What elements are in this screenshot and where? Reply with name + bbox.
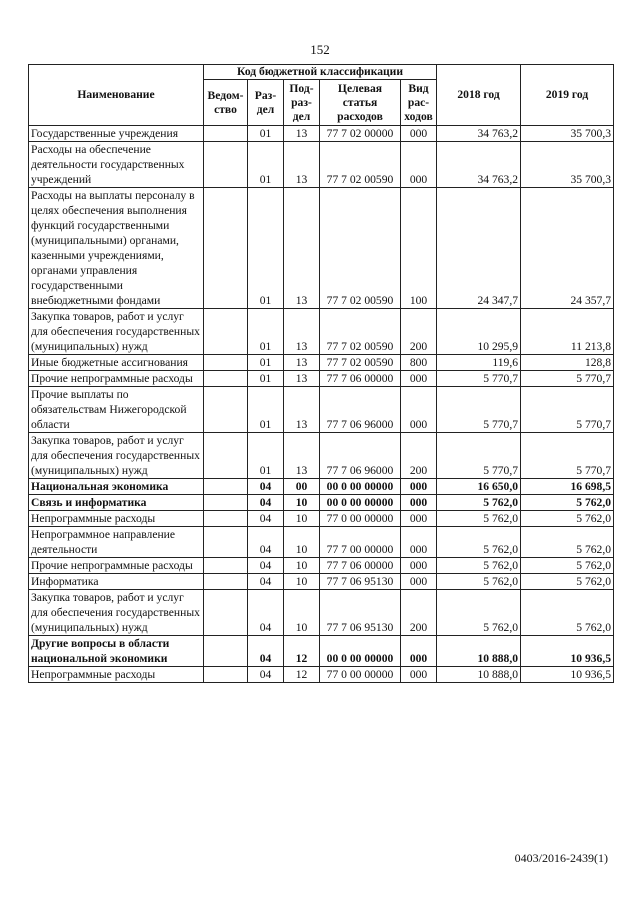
cell-target: 77 7 06 00000 <box>320 558 401 574</box>
cell-target: 77 7 06 95130 <box>320 574 401 590</box>
cell-name: Иные бюджетные ассигнования <box>29 355 204 371</box>
cell-vedomstvo <box>204 433 248 479</box>
cell-vedomstvo <box>204 309 248 355</box>
cell-vedomstvo <box>204 636 248 667</box>
cell-podrazdel: 00 <box>284 479 320 495</box>
cell-razdel: 04 <box>248 636 284 667</box>
cell-razdel: 01 <box>248 188 284 309</box>
cell-target: 00 0 00 00000 <box>320 479 401 495</box>
cell-vid: 000 <box>401 371 437 387</box>
cell-name: Информатика <box>29 574 204 590</box>
cell-target: 77 7 02 00000 <box>320 126 401 142</box>
cell-razdel: 01 <box>248 433 284 479</box>
cell-razdel: 01 <box>248 142 284 188</box>
cell-vedomstvo <box>204 387 248 433</box>
cell-2018: 34 763,2 <box>437 142 521 188</box>
cell-target: 00 0 00 00000 <box>320 495 401 511</box>
cell-podrazdel: 10 <box>284 574 320 590</box>
cell-2019: 11 213,8 <box>521 309 614 355</box>
cell-razdel: 04 <box>248 495 284 511</box>
cell-razdel: 04 <box>248 667 284 683</box>
cell-vid: 000 <box>401 527 437 558</box>
page-number: 152 <box>310 42 330 57</box>
cell-2018: 5 762,0 <box>437 527 521 558</box>
cell-podrazdel: 12 <box>284 636 320 667</box>
cell-podrazdel: 10 <box>284 511 320 527</box>
cell-vid: 800 <box>401 355 437 371</box>
header-razdel: Раз-дел <box>248 80 284 126</box>
cell-2019: 5 770,7 <box>521 387 614 433</box>
cell-vedomstvo <box>204 558 248 574</box>
cell-vedomstvo <box>204 574 248 590</box>
table-row <box>29 495 614 511</box>
cell-name: Государственные учреждения <box>29 126 204 142</box>
cell-vid: 000 <box>401 667 437 683</box>
table-row <box>29 636 614 667</box>
header-vid: Вид рас-ходов <box>401 80 437 126</box>
cell-name: Прочие непрограммные расходы <box>29 558 204 574</box>
cell-vid: 200 <box>401 590 437 636</box>
cell-vid: 000 <box>401 558 437 574</box>
cell-2018: 5 762,0 <box>437 495 521 511</box>
cell-podrazdel: 13 <box>284 355 320 371</box>
cell-name: Непрограммные расходы <box>29 667 204 683</box>
cell-target: 77 7 06 96000 <box>320 387 401 433</box>
cell-razdel: 04 <box>248 527 284 558</box>
cell-2019: 5 762,0 <box>521 574 614 590</box>
cell-vid: 000 <box>401 126 437 142</box>
table-row <box>29 479 614 495</box>
cell-podrazdel: 10 <box>284 590 320 636</box>
table-row <box>29 355 614 371</box>
header-vedomstvo: Ведом-ство <box>204 80 248 126</box>
table-row <box>29 558 614 574</box>
cell-target: 00 0 00 00000 <box>320 636 401 667</box>
cell-2018: 10 888,0 <box>437 636 521 667</box>
cell-2019: 5 762,0 <box>521 558 614 574</box>
cell-name: Расходы на выплаты персоналу в целях обеспечения выполнения функций государственными (муниципальными) органами, казенными учреждениями, органами управления государственными внебюджетными фондами <box>29 188 204 309</box>
cell-podrazdel: 13 <box>284 126 320 142</box>
table-row <box>29 590 614 636</box>
cell-vedomstvo <box>204 479 248 495</box>
cell-vedomstvo <box>204 495 248 511</box>
cell-2018: 5 770,7 <box>437 433 521 479</box>
cell-vid: 000 <box>401 574 437 590</box>
table-row <box>29 126 614 142</box>
cell-podrazdel: 13 <box>284 387 320 433</box>
cell-2019: 5 762,0 <box>521 527 614 558</box>
table-row <box>29 574 614 590</box>
header-2019: 2019 год <box>521 65 614 126</box>
cell-vedomstvo <box>204 126 248 142</box>
cell-razdel: 01 <box>248 126 284 142</box>
table-row <box>29 188 614 309</box>
cell-2019: 16 698,5 <box>521 479 614 495</box>
cell-target: 77 7 02 00590 <box>320 309 401 355</box>
table-row <box>29 511 614 527</box>
cell-vid: 000 <box>401 495 437 511</box>
table-row <box>29 371 614 387</box>
cell-2019: 5 770,7 <box>521 371 614 387</box>
cell-2018: 5 762,0 <box>437 590 521 636</box>
cell-podrazdel: 10 <box>284 527 320 558</box>
cell-2019: 5 770,7 <box>521 433 614 479</box>
cell-vedomstvo <box>204 355 248 371</box>
cell-target: 77 7 02 00590 <box>320 142 401 188</box>
cell-vid: 000 <box>401 142 437 188</box>
cell-vedomstvo <box>204 511 248 527</box>
cell-2019: 24 357,7 <box>521 188 614 309</box>
cell-name: Другие вопросы в области национальной экономики <box>29 636 204 667</box>
cell-razdel: 01 <box>248 309 284 355</box>
cell-target: 77 0 00 00000 <box>320 667 401 683</box>
cell-2018: 5 770,7 <box>437 371 521 387</box>
cell-vid: 200 <box>401 433 437 479</box>
cell-name: Закупка товаров, работ и услуг для обеспечения государственных (муниципальных) нужд <box>29 590 204 636</box>
table-row <box>29 527 614 558</box>
cell-target: 77 7 06 00000 <box>320 371 401 387</box>
cell-podrazdel: 10 <box>284 558 320 574</box>
cell-name: Связь и информатика <box>29 495 204 511</box>
cell-podrazdel: 10 <box>284 495 320 511</box>
cell-podrazdel: 13 <box>284 142 320 188</box>
cell-podrazdel: 12 <box>284 667 320 683</box>
cell-razdel: 01 <box>248 355 284 371</box>
cell-target: 77 7 00 00000 <box>320 527 401 558</box>
cell-name: Закупка товаров, работ и услуг для обеспечения государственных (муниципальных) нужд <box>29 309 204 355</box>
header-target: Целевая статья расходов <box>320 80 401 126</box>
cell-vid: 000 <box>401 387 437 433</box>
cell-target: 77 7 06 96000 <box>320 433 401 479</box>
cell-2018: 10 888,0 <box>437 667 521 683</box>
cell-podrazdel: 13 <box>284 188 320 309</box>
cell-target: 77 7 02 00590 <box>320 188 401 309</box>
cell-2018: 16 650,0 <box>437 479 521 495</box>
cell-2018: 24 347,7 <box>437 188 521 309</box>
cell-vedomstvo <box>204 371 248 387</box>
cell-podrazdel: 13 <box>284 371 320 387</box>
table-row <box>29 433 614 479</box>
table-body <box>29 126 614 683</box>
cell-2018: 5 762,0 <box>437 574 521 590</box>
budget-table <box>28 64 614 683</box>
table-header <box>29 65 614 126</box>
cell-razdel: 04 <box>248 479 284 495</box>
table-row <box>29 387 614 433</box>
cell-name: Непрограммное направление деятельности <box>29 527 204 558</box>
cell-name: Расходы на обеспечение деятельности государственных учреждений <box>29 142 204 188</box>
cell-2019: 5 762,0 <box>521 511 614 527</box>
cell-2018: 10 295,9 <box>437 309 521 355</box>
cell-target: 77 7 06 95130 <box>320 590 401 636</box>
cell-2019: 10 936,5 <box>521 667 614 683</box>
cell-vedomstvo <box>204 142 248 188</box>
cell-2018: 119,6 <box>437 355 521 371</box>
cell-razdel: 04 <box>248 558 284 574</box>
cell-2019: 35 700,3 <box>521 126 614 142</box>
cell-2019: 5 762,0 <box>521 495 614 511</box>
header-podrazdel: Под-раз-дел <box>284 80 320 126</box>
cell-2018: 5 762,0 <box>437 511 521 527</box>
cell-vid: 100 <box>401 188 437 309</box>
cell-2019: 128,8 <box>521 355 614 371</box>
cell-vedomstvo <box>204 590 248 636</box>
cell-razdel: 01 <box>248 371 284 387</box>
cell-vid: 200 <box>401 309 437 355</box>
cell-vedomstvo <box>204 527 248 558</box>
cell-vid: 000 <box>401 479 437 495</box>
table-row <box>29 142 614 188</box>
cell-2018: 5 762,0 <box>437 558 521 574</box>
table-row <box>29 309 614 355</box>
cell-2019: 10 936,5 <box>521 636 614 667</box>
table-row <box>29 667 614 683</box>
cell-razdel: 04 <box>248 590 284 636</box>
cell-2018: 5 770,7 <box>437 387 521 433</box>
cell-razdel: 01 <box>248 387 284 433</box>
cell-name: Непрограммные расходы <box>29 511 204 527</box>
cell-vedomstvo <box>204 188 248 309</box>
cell-target: 77 0 00 00000 <box>320 511 401 527</box>
header-2018: 2018 год <box>437 65 521 126</box>
cell-name: Национальная экономика <box>29 479 204 495</box>
cell-razdel: 04 <box>248 574 284 590</box>
cell-2019: 35 700,3 <box>521 142 614 188</box>
cell-razdel: 04 <box>248 511 284 527</box>
cell-podrazdel: 13 <box>284 309 320 355</box>
cell-name: Закупка товаров, работ и услуг для обеспечения государственных (муниципальных) нужд <box>29 433 204 479</box>
cell-2018: 34 763,2 <box>437 126 521 142</box>
cell-2019: 5 762,0 <box>521 590 614 636</box>
cell-name: Прочие выплаты по обязательствам Нижегородской области <box>29 387 204 433</box>
document-code: 0403/2016-2439(1) <box>514 851 608 865</box>
header-code-group: Код бюджетной классификации <box>204 65 437 80</box>
cell-vid: 000 <box>401 636 437 667</box>
cell-vid: 000 <box>401 511 437 527</box>
cell-target: 77 7 02 00590 <box>320 355 401 371</box>
cell-vedomstvo <box>204 667 248 683</box>
cell-name: Прочие непрограммные расходы <box>29 371 204 387</box>
cell-podrazdel: 13 <box>284 433 320 479</box>
header-name: Наименование <box>29 65 204 126</box>
